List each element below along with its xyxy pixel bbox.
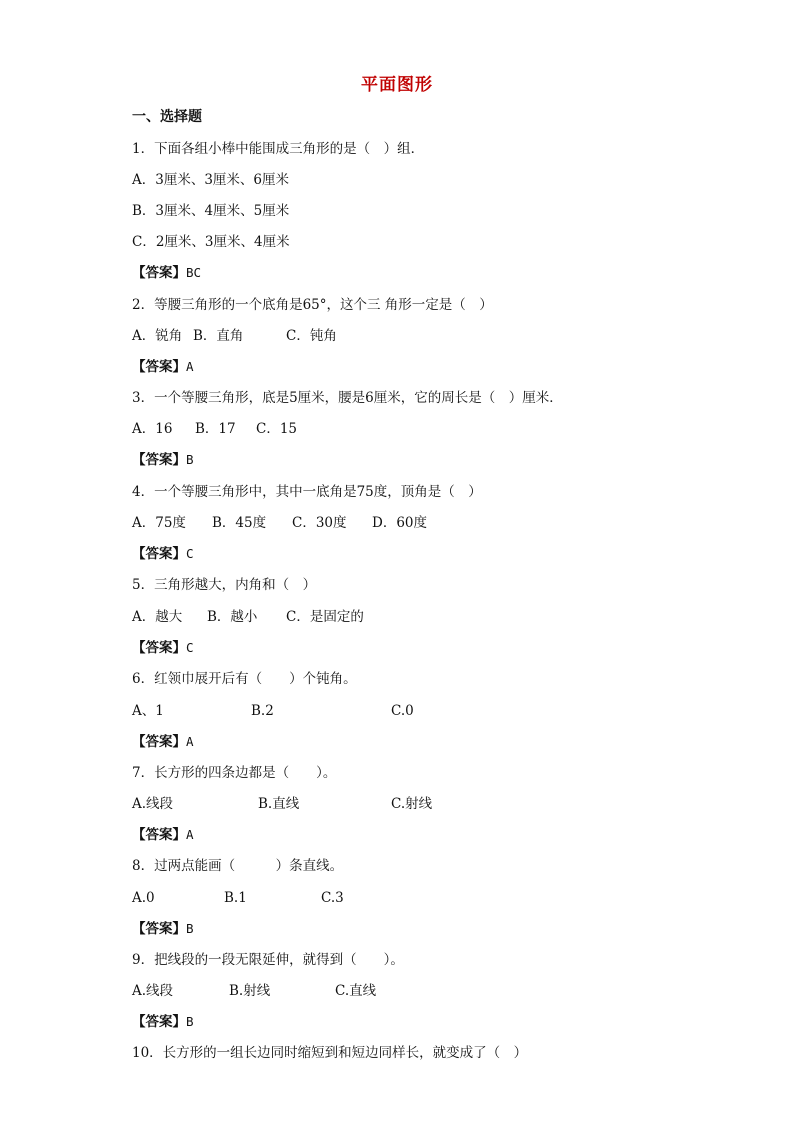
answer-value: BC xyxy=(186,265,202,280)
question-9-answer xyxy=(132,1013,194,1031)
question-2-option-a: A．锐角 xyxy=(132,328,183,344)
answer-value: A xyxy=(186,734,194,749)
question-8-option-c: C.3 xyxy=(321,890,344,906)
answer-label: 【答案】 xyxy=(132,1014,186,1030)
answer-value: A xyxy=(186,359,194,374)
question-5-option-b: B．越小 xyxy=(207,609,258,625)
question-1-option-a: A．3厘米、3厘米、6厘米 xyxy=(132,172,290,188)
question-4-option-b: B．45度 xyxy=(212,515,267,531)
question-9-option-a: A.线段 xyxy=(132,983,174,999)
question-8-stem: 8．过两点能画（ ）条直线。 xyxy=(132,858,344,874)
answer-value: B xyxy=(186,921,194,936)
answer-value: C xyxy=(186,546,194,561)
question-9-option-c: C.直线 xyxy=(335,983,377,999)
question-9-option-b: B.射线 xyxy=(229,983,271,999)
answer-label: 【答案】 xyxy=(132,265,186,281)
answer-label: 【答案】 xyxy=(132,640,186,656)
question-5-answer xyxy=(132,639,194,657)
question-7-answer xyxy=(132,826,194,844)
question-7-option-c: C.射线 xyxy=(391,796,433,812)
answer-value: C xyxy=(186,640,194,655)
question-5-option-a: A．越大 xyxy=(132,609,183,625)
question-5-stem: 5．三角形越大，内角和（ ） xyxy=(132,577,317,593)
question-6-option-a: A、1 xyxy=(132,703,164,719)
question-3-option-b: B．17 xyxy=(195,421,236,437)
question-10-stem: 10．长方形的一组长边同时缩短到和短边同样长，就变成了（ ） xyxy=(132,1045,528,1061)
question-2-option-c: C．钝角 xyxy=(286,328,337,344)
page-title: 平面图形 xyxy=(361,75,433,95)
question-7-option-a: A.线段 xyxy=(132,796,174,812)
question-6-stem: 6．红领巾展开后有（ ）个钝角。 xyxy=(132,671,357,687)
question-7-option-b: B.直线 xyxy=(258,796,300,812)
question-3-answer xyxy=(132,451,194,469)
question-4-stem: 4．一个等腰三角形中，其中一底角是75度，顶角是（ ） xyxy=(132,484,482,500)
question-6-answer xyxy=(132,733,194,751)
question-6-option-b: B.2 xyxy=(251,703,274,719)
question-2-option-b: B．直角 xyxy=(193,328,244,344)
answer-label: 【答案】 xyxy=(132,734,186,750)
question-1-answer xyxy=(132,264,201,282)
question-8-option-b: B.1 xyxy=(224,890,247,906)
question-4-option-a: A．75度 xyxy=(132,515,186,531)
question-1-option-c: C．2厘米、3厘米、4厘米 xyxy=(132,234,290,250)
question-1-option-b: B．3厘米、4厘米、5厘米 xyxy=(132,203,290,219)
answer-value: B xyxy=(186,1014,194,1029)
question-1-stem: 1．下面各组小棒中能围成三角形的是（ ）组． xyxy=(132,141,425,157)
section-heading: 一、选择题 xyxy=(132,109,202,125)
question-2-stem: 2．等腰三角形的一个底角是65°，这个三 角形一定是（ ） xyxy=(132,297,493,313)
answer-label: 【答案】 xyxy=(132,452,186,468)
answer-label: 【答案】 xyxy=(132,827,186,843)
question-7-stem: 7．长方形的四条边都是（ ）。 xyxy=(132,765,337,781)
answer-value: B xyxy=(186,452,194,467)
question-4-option-d: D．60度 xyxy=(372,515,428,531)
question-3-option-a: A．16 xyxy=(132,421,173,437)
question-8-option-a: A.0 xyxy=(132,890,155,906)
question-5-option-c: C．是固定的 xyxy=(286,609,364,625)
answer-label: 【答案】 xyxy=(132,921,186,937)
question-3-stem: 3．一个等腰三角形，底是5厘米，腰是6厘米，它的周长是（ ）厘米． xyxy=(132,390,563,406)
question-4-option-c: C．30度 xyxy=(292,515,347,531)
question-3-option-c: C．15 xyxy=(256,421,298,437)
question-8-answer xyxy=(132,920,194,938)
question-2-answer xyxy=(132,358,194,376)
question-4-answer xyxy=(132,545,194,563)
question-6-option-c: C.0 xyxy=(391,703,414,719)
question-9-stem: 9．把线段的一段无限延伸，就得到（ ）。 xyxy=(132,952,404,968)
answer-label: 【答案】 xyxy=(132,359,186,375)
answer-label: 【答案】 xyxy=(132,546,186,562)
answer-value: A xyxy=(186,827,194,842)
